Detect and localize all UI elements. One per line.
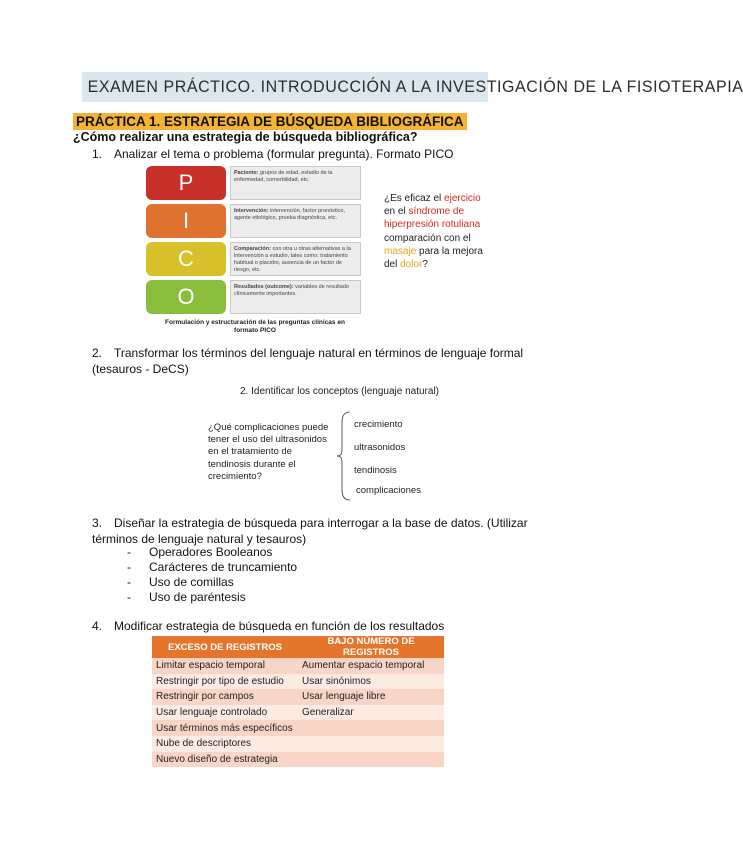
table-cell: Generalizar: [298, 705, 444, 721]
table-cell: Restringir por campos: [152, 689, 298, 705]
table-cell: [298, 720, 444, 736]
table-cell: Usar términos más específicos: [152, 720, 298, 736]
identify-term: tendinosis: [354, 465, 397, 476]
pico-caption: Formulación y estructuración de las preguntas clínicas en formato PICO: [165, 319, 345, 334]
table-row: [152, 736, 444, 752]
document-title: EXAMEN PRÁCTICO. INTRODUCCIÓN A LA INVESTIGACIÓN DE LA FISIOTERAPIA: [82, 72, 488, 102]
pico-letter-i: I: [146, 204, 226, 238]
table-cell: Aumentar espacio temporal: [298, 658, 444, 674]
table-cell: Limitar espacio temporal: [152, 658, 298, 674]
list-item: - Operadores Booleanos: [127, 545, 273, 559]
pico-example-question: ¿Es eficaz el ejercicio en el síndrome de hiperpresión rotuliana comparación con el masaje para la mejora del dolor?: [384, 193, 483, 271]
pico-desc-p: Paciente: grupos de edad, estadio de la enfermedad, comorbilidad, etc.: [230, 166, 361, 200]
table-row: [152, 689, 444, 705]
pico-desc-c: Comparación: con otra u otras alternativas a la intervención a estudio, tales como: tratamiento habitual o placebo, ausencia de un factor de riesgo, etc.: [230, 242, 361, 276]
table-cell: Nuevo diseño de estrategia: [152, 752, 298, 768]
list-item: - Carácteres de truncamiento: [127, 560, 298, 574]
step-4: 4. Modificar estrategia de búsqueda en función de los resultados: [92, 619, 445, 633]
list-item: - Uso de comillas: [127, 575, 234, 589]
table-cell: [298, 752, 444, 768]
pico-letter-p: P: [146, 166, 226, 200]
pico-row-c: [146, 242, 361, 276]
table-header-row: [152, 636, 444, 658]
table-cell: [298, 736, 444, 752]
identify-term: complicaciones: [356, 485, 421, 496]
step-3: 3. Diseñar la estrategia de búsqueda para interrogar a la base de datos. (Utilizar términos de lenguaje natural y tesauros): [92, 516, 528, 546]
pico-row-i: [146, 204, 361, 238]
table-header: EXCESO DE REGISTROS: [152, 636, 298, 658]
table-cell: Usar lenguaje libre: [298, 689, 444, 705]
table-cell: Restringir por tipo de estudio: [152, 674, 298, 690]
table-cell: Nube de descriptores: [152, 736, 298, 752]
records-table: [152, 636, 444, 767]
table-header: BAJO NÚMERO DE REGISTROS: [298, 636, 444, 658]
table-cell: Usar lenguaje controlado: [152, 705, 298, 721]
pico-desc-i: Intervención: intervención, factor pronóstico, agente etiológico, prueba diagnóstica, etc.: [230, 204, 361, 238]
section-question: ¿Cómo realizar una estrategia de búsqueda bibliográfica?: [73, 130, 418, 144]
table-row: [152, 658, 444, 674]
pico-letter-c: C: [146, 242, 226, 276]
step-1: 1. Analizar el tema o problema (formular pregunta). Formato PICO: [92, 147, 454, 161]
list-item: - Uso de paréntesis: [127, 590, 246, 604]
identify-title: 2. Identificar los conceptos (lenguaje natural): [240, 386, 440, 397]
table-row: [152, 752, 444, 768]
step-2: 2. Transformar los términos del lenguaje natural en términos de lenguaje formal (tesauros - DeCS): [92, 346, 524, 376]
identify-question: ¿Qué complicaciones puede tener el uso del ultrasonidos en el tratamiento de tendinosis durante el crecimiento?: [208, 422, 329, 482]
pico-desc-o: Resultados (outcome): variables de resultado clínicamente importantes.: [230, 280, 361, 314]
section-heading: PRÁCTICA 1. ESTRATEGIA DE BÚSQUEDA BIBLIOGRÁFICA: [73, 113, 467, 130]
pico-row-o: [146, 280, 361, 314]
identify-term: ultrasonidos: [354, 442, 406, 453]
table-row: [152, 674, 444, 690]
table-row: [152, 705, 444, 721]
pico-letter-o: O: [146, 280, 226, 314]
identify-term: crecimiento: [354, 419, 403, 430]
table-row: [152, 720, 444, 736]
identify-brace: [336, 410, 356, 502]
pico-row-p: [146, 166, 361, 200]
table-cell: Usar sinónimos: [298, 674, 444, 690]
